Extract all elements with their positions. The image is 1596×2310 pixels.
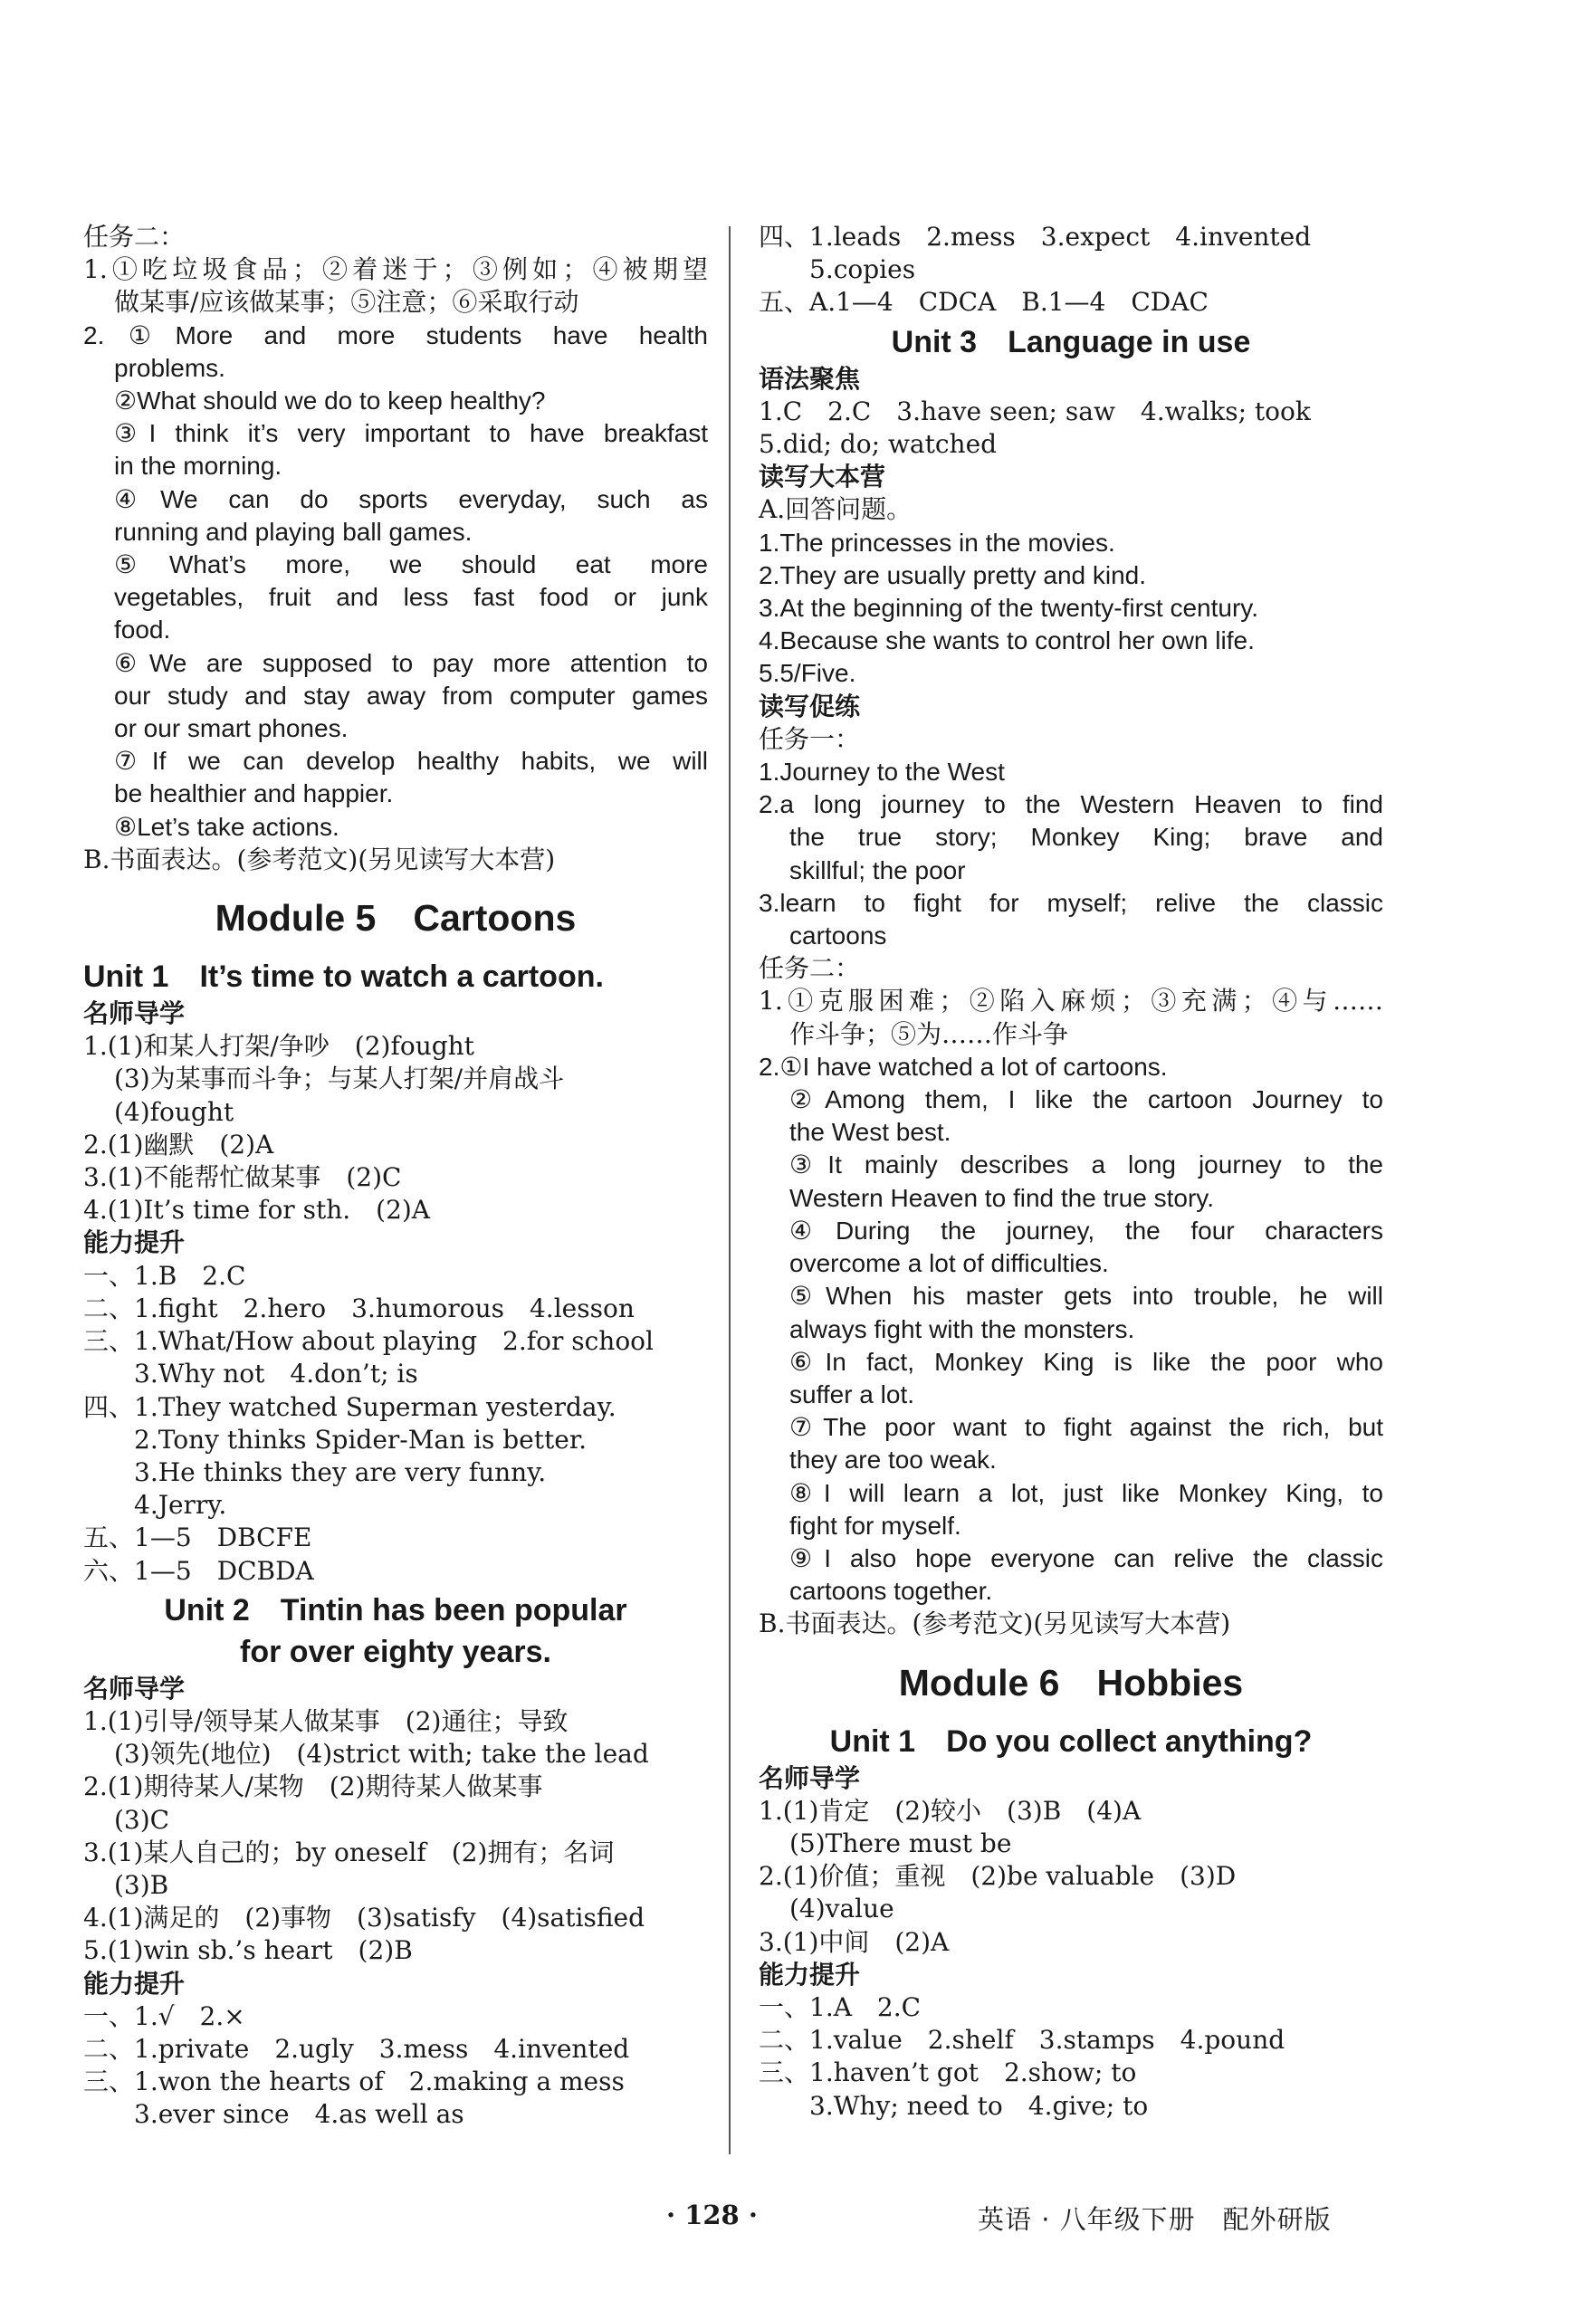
answer-line: 1.(1)和某人打架/争吵 (2)fought: [83, 1031, 474, 1062]
answer-line: overcome a lot of difficulties.: [789, 1249, 1109, 1278]
answer-line: 一、1.√ 2.×: [83, 2000, 245, 2031]
answer-line: ③It mainly describes a long journey to the: [789, 1150, 1383, 1179]
answer-line: 作斗争；⑤为……作斗争: [789, 1018, 1069, 1049]
answer-line: 六、1—5 DCBDA: [83, 1555, 314, 1586]
answer-line: fight for myself.: [789, 1511, 961, 1540]
answer-line: A.回答问题。: [759, 494, 913, 525]
answer-line: 1.(1)肯定 (2)较小 (3)B (4)A: [759, 1795, 1142, 1826]
answer-line: suffer a lot.: [789, 1379, 915, 1408]
answer-line: 三、1.won the hearts of 2.making a mess: [83, 2067, 625, 2097]
answer-line: 1.C 2.C 3.have seen; saw 4.walks; took: [759, 396, 1311, 426]
answer-line: (3)领先(地位) (4)strict with; take the lead: [114, 1739, 649, 1770]
section-heading: 名师导学: [759, 1762, 861, 1793]
answer-line: (3)C: [114, 1804, 170, 1835]
answer-line: 3.learn to fight for myself; relive the classic: [759, 888, 1383, 917]
section-heading: 能力提升: [759, 1959, 861, 1990]
answer-line: 任务一：: [759, 723, 861, 754]
answer-line: in the morning.: [114, 452, 282, 481]
answer-line: 3.He thinks they are very funny.: [134, 1456, 547, 1487]
answer-line: they are too weak.: [789, 1446, 997, 1475]
unit-heading: Unit 3 Language in use: [891, 324, 1251, 359]
answer-line: 3.At the beginning of the twenty-first century.: [759, 594, 1259, 623]
answer-line: (4)value: [789, 1894, 894, 1924]
answer-line: 4.(1)满足的 (2)事物 (3)satisfy (4)satisfied: [83, 1903, 645, 1933]
answer-line: ⑤When his master gets into trouble, he will: [789, 1282, 1383, 1311]
answer-line: 3.(1)不能帮忙做某事 (2)C: [83, 1162, 402, 1193]
answer-line: food.: [114, 616, 171, 644]
module-heading: Module 6 Hobbies: [898, 1661, 1244, 1704]
answer-line: running and playing ball games.: [114, 517, 473, 546]
section-heading: 名师导学: [83, 1673, 186, 1704]
answer-line: 一、1.B 2.C: [83, 1260, 246, 1291]
answer-line: 1.Journey to the West: [759, 758, 1005, 787]
answer-line: 做某事/应该做某事；⑤注意；⑥采取行动: [114, 287, 579, 318]
answer-line: or our smart phones.: [114, 714, 349, 743]
book-title-footer: 英语 · 八年级下册 配外研版: [978, 2204, 1332, 2235]
answer-line: 二、1.value 2.shelf 3.stamps 4.pound: [759, 2025, 1285, 2056]
answer-line: 任务二：: [83, 222, 186, 252]
answer-line: 3.(1)中间 (2)A: [759, 1926, 950, 1957]
section-heading: 能力提升: [83, 1227, 186, 1258]
left-column: [83, 221, 708, 2132]
answer-line: 1.The princesses in the movies.: [759, 528, 1115, 557]
answer-line: 1.(1)引导/领导某人做某事 (2)通往；导致: [83, 1705, 569, 1736]
answer-line: 2.(1)价值；重视 (2)be valuable (3)D: [759, 1861, 1237, 1892]
answer-line: 二、1.private 2.ugly 3.mess 4.invented: [83, 2033, 630, 2064]
answer-line: 5.5/Five.: [759, 659, 856, 688]
section-heading: 读写促练: [759, 691, 861, 721]
unit-heading: Unit 2 Tintin has been popular: [164, 1592, 627, 1628]
answer-line: cartoons: [789, 921, 887, 950]
section-heading: 能力提升: [83, 1968, 186, 1999]
page-number: · 128 ·: [666, 2200, 758, 2230]
answer-line: 3.Why not 4.don’t; is: [134, 1359, 418, 1389]
unit-heading: Unit 1 Do you collect anything?: [829, 1723, 1313, 1759]
answer-line: 2.①More and more students have health: [83, 320, 708, 349]
answer-line: always fight with the monsters.: [789, 1314, 1135, 1343]
answer-line: ⑥In fact, Monkey King is like the poor who: [789, 1347, 1383, 1376]
answer-line: ⑦The poor want to fight against the rich, but: [789, 1413, 1383, 1442]
answer-line: 四、1.leads 2.mess 3.expect 4.invented: [759, 222, 1312, 252]
answer-line: 2.a long journey to the Western Heaven to find: [759, 790, 1383, 819]
answer-line: 5.(1)win sb.’s heart (2)B: [83, 1935, 413, 1966]
module-heading: Module 5 Cartoons: [215, 897, 577, 940]
answer-line: our study and stay away from computer games: [114, 681, 708, 710]
answer-line: 三、1.What/How about playing 2.for school: [83, 1326, 654, 1357]
answer-line: 3.(1)某人自己的；by oneself (2)拥有；名词: [83, 1837, 615, 1867]
answer-line: ②Among them, I like the cartoon Journey to: [789, 1085, 1383, 1114]
unit-heading: Unit 1 It’s time to watch a cartoon.: [83, 959, 604, 995]
answer-line: 二、1.fight 2.hero 3.humorous 4.lesson: [83, 1293, 635, 1323]
answer-line: ⑨I also hope everyone can relive the classic: [789, 1543, 1383, 1572]
answer-line: 四、1.They watched Superman yesterday.: [83, 1391, 616, 1422]
answer-line: the true story; Monkey King; brave and: [789, 823, 1383, 852]
answer-line: be healthier and happier.: [114, 779, 394, 808]
answer-line: 4.Because she wants to control her own life.: [759, 626, 1255, 655]
answer-line: 2.(1)幽默 (2)A: [83, 1129, 274, 1160]
answer-line: ⑤What’s more, we should eat more: [114, 550, 708, 579]
column-divider: [729, 226, 731, 2154]
answer-line: (3)为某事而斗争；与某人打架/并肩战斗: [114, 1064, 565, 1094]
answer-line: 1.①克服困难；②陷入麻烦；③充满；④与……: [759, 986, 1383, 1017]
answer-line: skillful; the poor: [789, 855, 966, 884]
answer-line: 5.copies: [809, 254, 916, 285]
answer-line: 4.Jerry.: [134, 1490, 227, 1521]
answer-line: 4.(1)It’s time for sth. (2)A: [83, 1195, 431, 1226]
answer-line: 3.Why; need to 4.give; to: [809, 2090, 1149, 2121]
answer-line: vegetables, fruit and less fast food or junk: [114, 583, 708, 612]
answer-line: the West best.: [789, 1118, 951, 1147]
answer-line: 2.①I have watched a lot of cartoons.: [759, 1052, 1168, 1081]
right-column: [759, 221, 1383, 2123]
section-heading: 读写大本营: [759, 462, 886, 492]
answer-line: problems.: [114, 353, 225, 382]
answer-line: 1.①吃垃圾食品；②着迷于；③例如；④被期望: [83, 254, 708, 285]
answer-line: (5)There must be: [789, 1828, 1012, 1858]
answer-line: (4)fought: [114, 1096, 234, 1127]
answer-line: B.书面表达。(参考范文)(另见读写大本营): [83, 844, 556, 874]
answer-line: ⑧I will learn a lot, just like Monkey King, to: [789, 1478, 1383, 1507]
answer-line: ⑦If we can develop healthy habits, we will: [114, 747, 708, 776]
answer-line: 三、1.haven’t got 2.show; to: [759, 2057, 1137, 2088]
answer-line: cartoons together.: [789, 1577, 993, 1606]
answer-line: 五、1—5 DBCFE: [83, 1522, 312, 1553]
answer-line: 2.Tony thinks Spider-Man is better.: [134, 1424, 588, 1455]
answer-line: 一、1.A 2.C: [759, 1991, 922, 2022]
answer-line: B.书面表达。(参考范文)(另见读写大本营): [759, 1608, 1231, 1639]
unit-heading: for over eighty years.: [240, 1634, 551, 1669]
section-heading: 名师导学: [83, 998, 186, 1029]
answer-line: ③I think it’s very important to have breakfast: [114, 419, 708, 448]
answer-line: 任务二：: [759, 953, 861, 984]
answer-line: ⑧Let’s take actions.: [114, 812, 339, 841]
answer-line: 5.did; do; watched: [759, 429, 998, 460]
answer-line: ②What should we do to keep healthy?: [114, 387, 546, 415]
answer-line: 2.They are usually pretty and kind.: [759, 560, 1147, 589]
answer-line: (3)B: [114, 1869, 169, 1900]
answer-line: ④During the journey, the four characters: [789, 1216, 1383, 1245]
answer-line: 2.(1)期待某人/某物 (2)期待某人做某事: [83, 1771, 543, 1802]
answer-line: ④We can do sports everyday, such as: [114, 484, 708, 513]
answer-line: 五、A.1—4 CDCA B.1—4 CDAC: [759, 287, 1209, 318]
section-heading: 语法聚焦: [759, 363, 861, 394]
answer-line: ⑥We are supposed to pay more attention to: [114, 648, 708, 677]
answer-line: 3.ever since 4.as well as: [134, 2099, 464, 2130]
answer-line: Western Heaven to find the true story.: [789, 1183, 1214, 1212]
